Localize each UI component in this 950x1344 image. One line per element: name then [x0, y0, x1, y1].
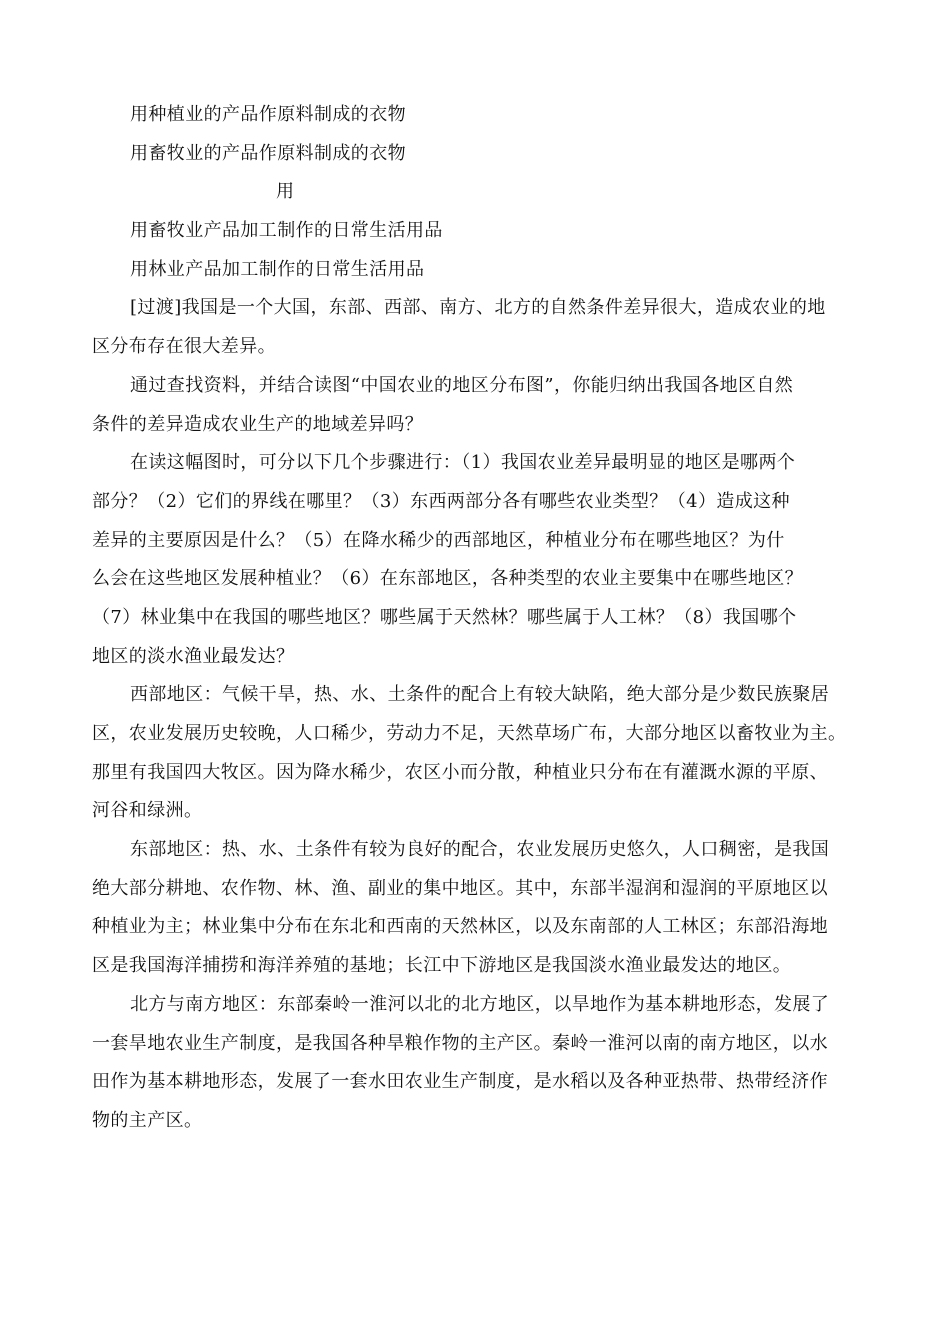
- text-line: 物的主产区。: [92, 1109, 203, 1131]
- text-line: 西部地区：气候干旱，热、水、土条件的配合上有较大缺陷，绝大部分是少数民族聚居: [130, 684, 830, 706]
- text-line: （7）林业集中在我国的哪些地区？哪些属于天然林？哪些属于人工林？（8）我国哪个: [92, 606, 797, 628]
- text-line: 一套旱地农业生产制度，是我国各种旱粮作物的主产区。秦岭一淮河以南的南方地区，以水: [92, 1032, 828, 1054]
- text-line: 用畜牧业的产品作原料制成的衣物: [130, 142, 406, 164]
- text-line: 东部地区：热、水、土条件有较为良好的配合，农业发展历史悠久，人口稠密，是我国: [130, 839, 830, 861]
- text-line: 区分布存在很大差异。: [92, 336, 276, 358]
- text-line: 田作为基本耕地形态，发展了一套水田农业生产制度，是水稻以及各种亚热带、热带经济作: [92, 1071, 828, 1093]
- text-line: 区是我国海洋捕捞和海洋养殖的基地；长江中下游地区是我国淡水渔业最发达的地区。: [92, 955, 792, 977]
- text-line: 区，农业发展历史较晚，人口稀少，劳动力不足，天然草场广布，大部分地区以畜牧业为主。: [92, 723, 847, 744]
- text-line: 差异的主要原因是什么？（5）在降水稀少的西部地区，种植业分布在哪些地区？为什: [92, 529, 785, 551]
- text-line: 北方与南方地区：东部秦岭一淮河以北的北方地区，以旱地作为基本耕地形态，发展了: [130, 993, 830, 1015]
- text-line: 那里有我国四大牧区。因为降水稀少，农区小而分散，种植业只分布在有灌溉水源的平原、: [92, 761, 828, 783]
- text-line: 么会在这些地区发展种植业？（6）在东部地区，各种类型的农业主要集中在哪些地区？: [92, 568, 804, 590]
- text-line: 用种植业的产品作原料制成的衣物: [130, 104, 406, 125]
- text-line: 河谷和绿洲。: [92, 800, 203, 822]
- text-line: 在读这幅图时，可分以下几个步骤进行：（1）我国农业差异最明显的地区是哪两个: [130, 452, 796, 474]
- text-line: 地区的淡水渔业最发达？: [92, 645, 295, 667]
- text-line: 部分？（2）它们的界线在哪里？（3）东西两部分各有哪些农业类型？（4）造成这种: [92, 490, 790, 512]
- text-line: 用畜牧业产品加工制作的日常生活用品: [130, 220, 443, 242]
- text-line: 条件的差异造成农业生产的地域差异吗？: [92, 413, 424, 435]
- text-line: 用林业产品加工制作的日常生活用品: [130, 258, 425, 280]
- text-line: [过渡]我国是一个大国，东部、西部、南方、北方的自然条件差异很大，造成农业的地: [130, 297, 826, 319]
- document-body: [92, 96, 862, 1141]
- text-line: 种植业为主；林业集中分布在东北和西南的天然林区，以及东南部的人工林区；东部沿海地: [92, 916, 828, 938]
- text-line: 通过查找资料，并结合读图“中国农业的地区分布图”，你能归纳出我国各地区自然: [130, 374, 794, 396]
- text-line: 用: [276, 181, 295, 203]
- text-line: 绝大部分耕地、农作物、林、渔、副业的集中地区。其中，东部半湿润和湿润的平原地区以: [92, 877, 828, 899]
